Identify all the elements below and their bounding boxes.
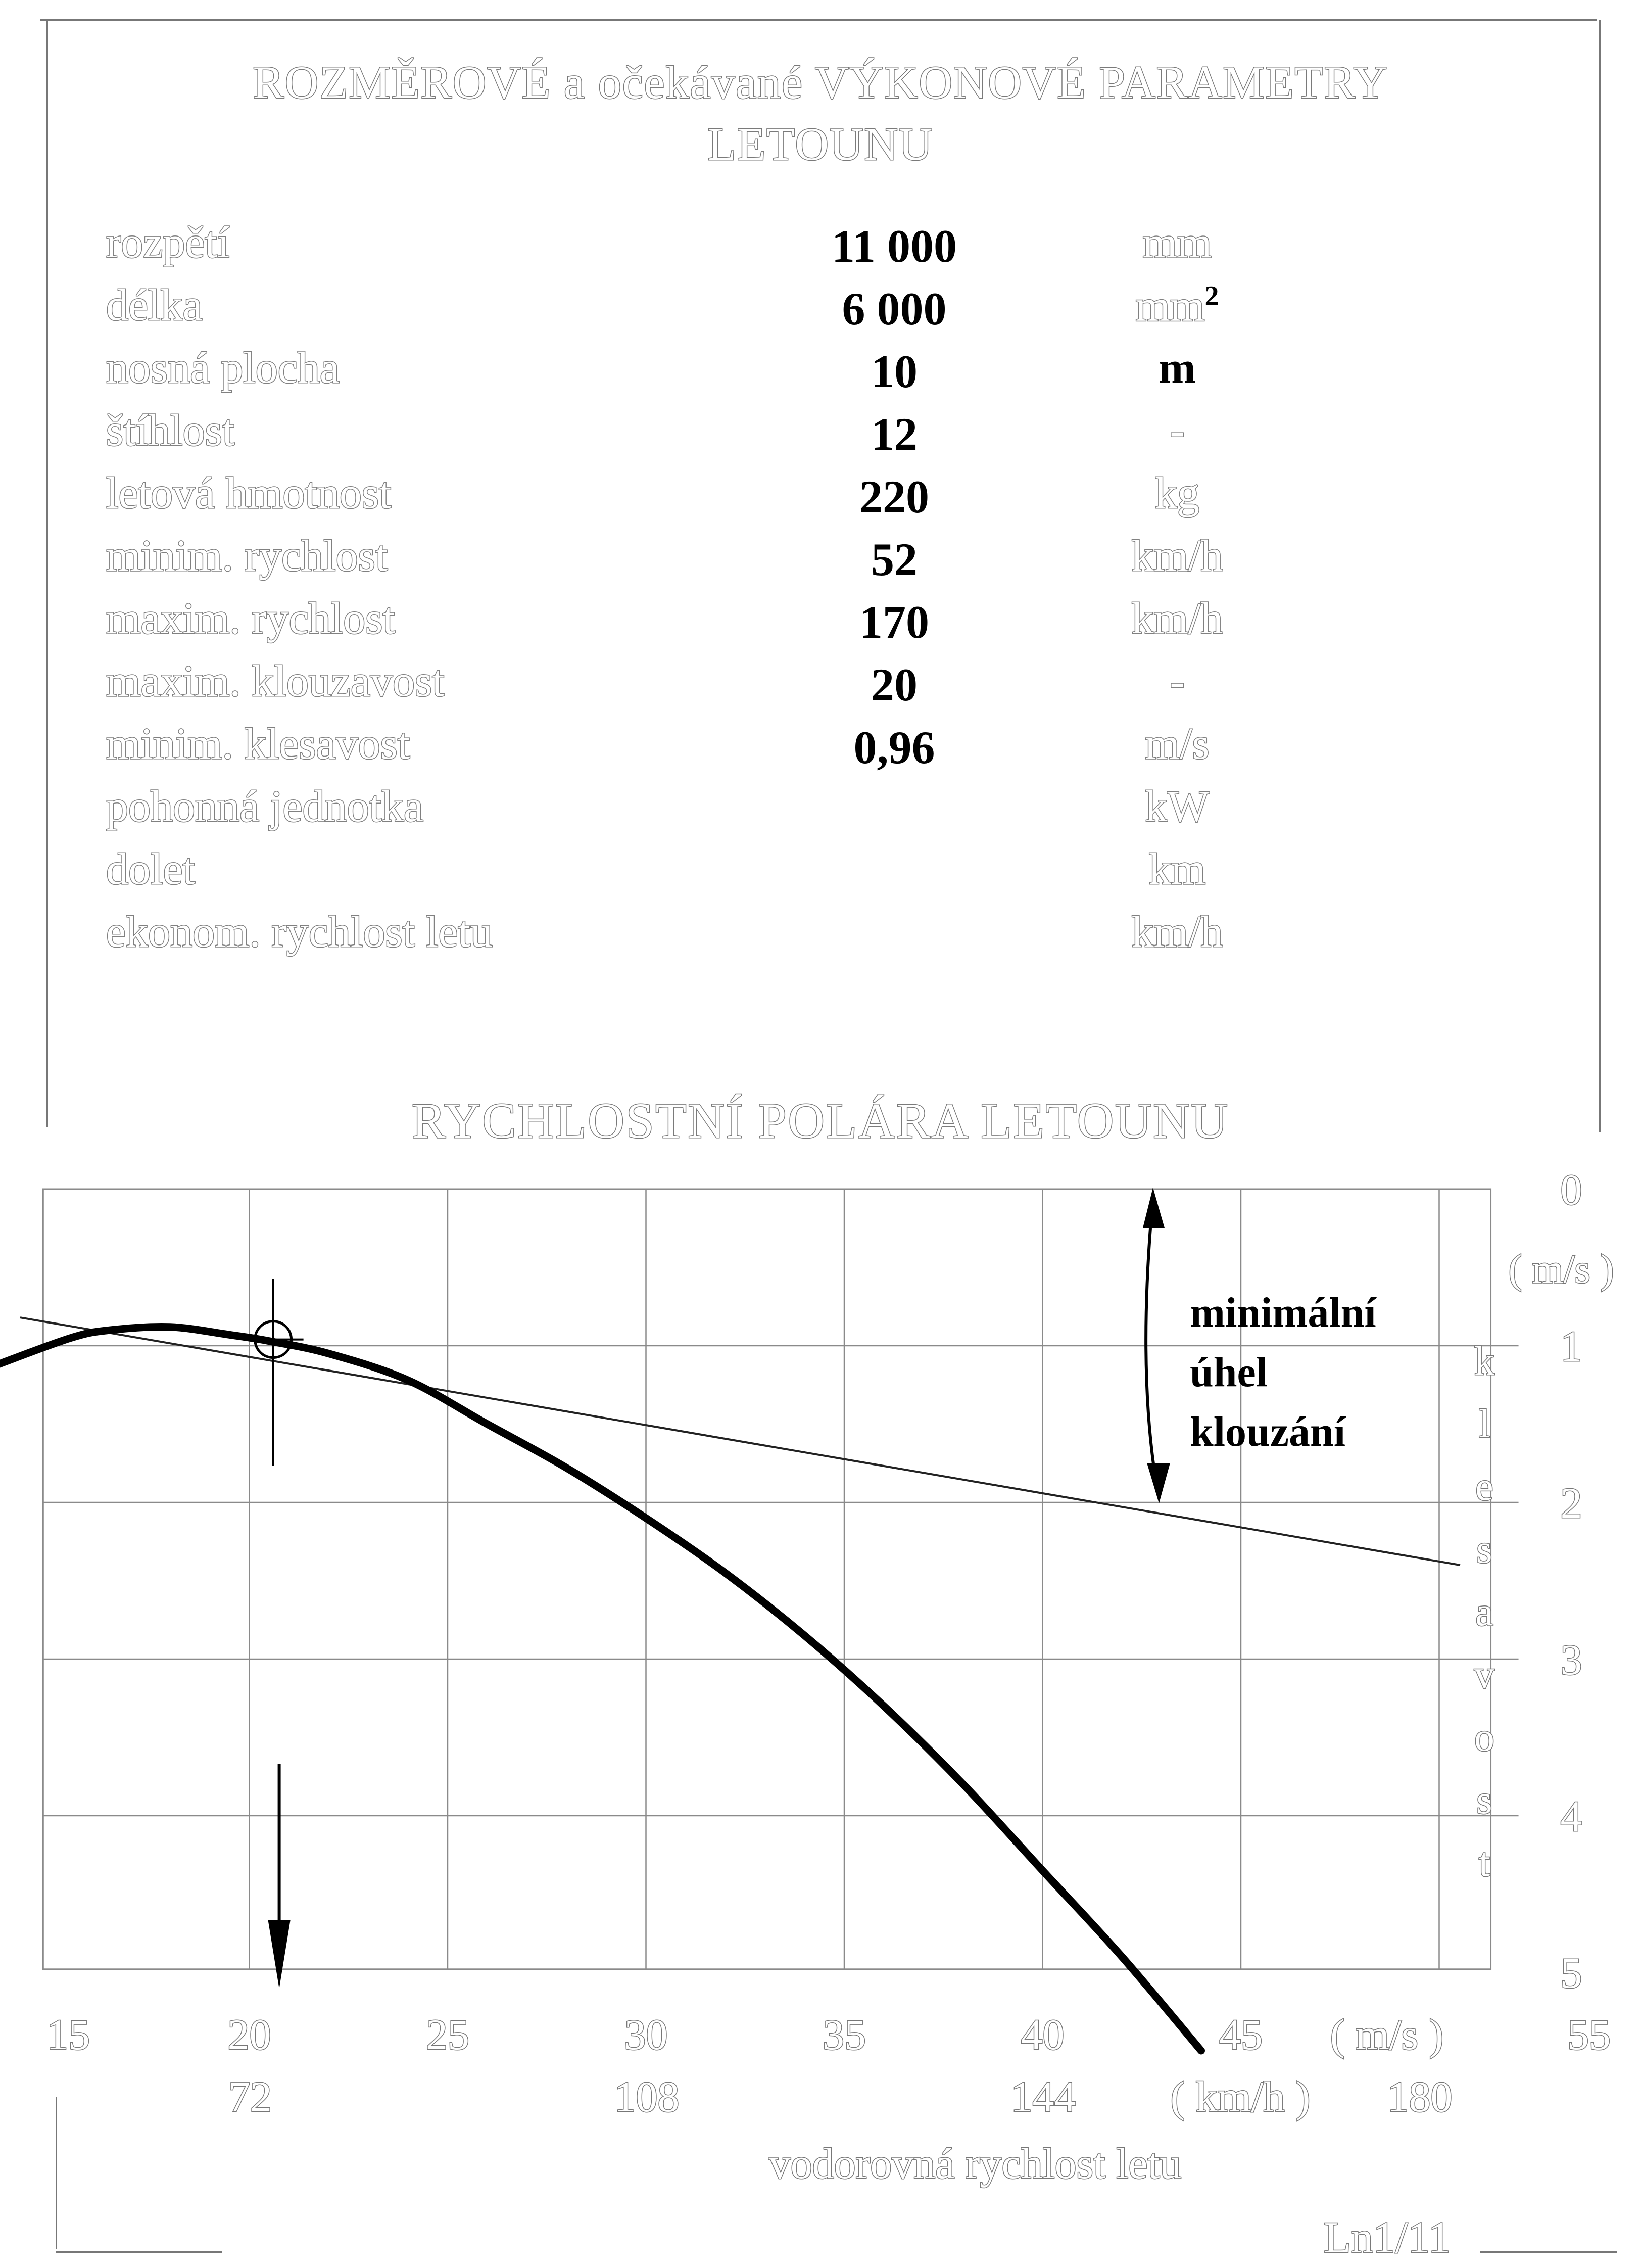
spec-value: 6 000 [842,283,947,335]
chart-title: RYCHLOSTNÍ POLÁRA LETOUNU [412,1093,1229,1149]
x-unit-ms: ( m/s ) [1330,2010,1444,2059]
spec-label: délka [106,281,203,330]
x-tick-label-kmh: 180 [1387,2072,1453,2121]
arrow-down-icon [268,1920,291,1989]
x-tick-label-ms: 15 [46,2010,90,2059]
y-axis-letter: s [1476,1527,1492,1572]
y-axis-letter: s [1476,1778,1492,1822]
y-axis-letter: v [1474,1652,1494,1697]
y-unit-label: ( m/s ) [1508,1247,1614,1292]
x-tick-label-ms: 20 [227,2010,271,2059]
y-tick-label: 2 [1560,1479,1582,1527]
spec-unit: m/s [1145,720,1210,769]
spec-unit-superscript: 2 [1204,280,1219,312]
y-tick-label: 1 [1560,1322,1582,1371]
x-tick-label-ms: 40 [1021,2010,1065,2059]
spec-label: dolet [106,845,195,894]
x-tick-label-kmh: 108 [614,2072,680,2121]
x-tick-label-ms: 55 [1567,2010,1611,2059]
y-axis-letter: l [1478,1402,1490,1446]
spec-label: ekonom. rychlost letu [106,908,493,957]
spec-unit: kg [1155,469,1199,518]
x-unit-kmh: ( km/h ) [1170,2072,1311,2121]
annotation-text: úhel [1190,1349,1268,1396]
polar-curve [0,1327,1201,2051]
annotation-text: klouzání [1190,1408,1346,1455]
spec-unit: $mm^2$ [1135,280,1219,331]
x-tick-label-ms: 35 [823,2010,866,2059]
x-tick-label-kmh: 72 [228,2072,272,2121]
x-tick-label-ms: 30 [624,2010,668,2059]
y-axis-letter: k [1474,1339,1494,1384]
spec-value: 0,96 [853,722,935,773]
spec-label: pohonná jednotka [106,782,424,831]
spec-label: maxim. klouzavost [106,657,445,706]
y-tick-label: 0 [1560,1165,1582,1214]
spec-unit: km [1148,845,1206,894]
spec-unit: kW [1145,782,1210,831]
y-tick-label: 4 [1560,1792,1582,1840]
y-axis-letter: o [1474,1715,1494,1760]
spec-unit: km/h [1131,594,1223,643]
angle-arrow-up-icon [1143,1188,1165,1228]
page-code: Ln1/11 [1324,2213,1451,2262]
spec-value: 11 000 [832,220,957,272]
spec-title-line2: LETOUNU [707,118,934,170]
spec-label: minim. klesavost [106,720,410,769]
spec-label: minim. rychlost [106,532,388,581]
y-tick-label: 5 [1560,1949,1582,1997]
spec-value: 220 [859,471,929,523]
spec-label: maxim. rychlost [106,594,395,643]
x-tick-label-ms: 25 [426,2010,469,2059]
spec-value: 170 [859,596,929,648]
spec-unit: km/h [1131,908,1223,957]
y-axis-letter: t [1478,1840,1490,1885]
y-axis-letter: a [1475,1590,1493,1634]
spec-value: 12 [871,408,918,460]
x-tick-label-ms: 45 [1219,2010,1263,2059]
spec-unit: m [1159,344,1196,393]
spec-label: rozpětí [106,218,230,267]
spec-value: 52 [871,534,918,585]
spec-unit: - [1170,657,1185,706]
y-axis-letter: e [1475,1464,1493,1509]
spec-unit: - [1170,406,1185,455]
x-tick-label-kmh: 144 [1010,2072,1076,2121]
spec-label: letová hmotnost [106,469,392,518]
spec-unit: km/h [1131,532,1223,581]
annotation-text: minimální [1190,1289,1376,1336]
spec-title-line1: ROZMĚROVÉ a očekávané VÝKONOVÉ PARAMETRY [253,57,1388,108]
y-tick-label: 3 [1560,1635,1582,1684]
spec-label: nosná plocha [106,344,340,393]
spec-value: 10 [871,346,918,397]
spec-unit: mm [1142,218,1212,267]
spec-label: štíhlost [106,406,235,455]
x-axis-label: vodorovná rychlost letu [768,2139,1182,2188]
spec-value: 20 [871,659,918,711]
angle-arrow-down-icon [1147,1463,1170,1503]
